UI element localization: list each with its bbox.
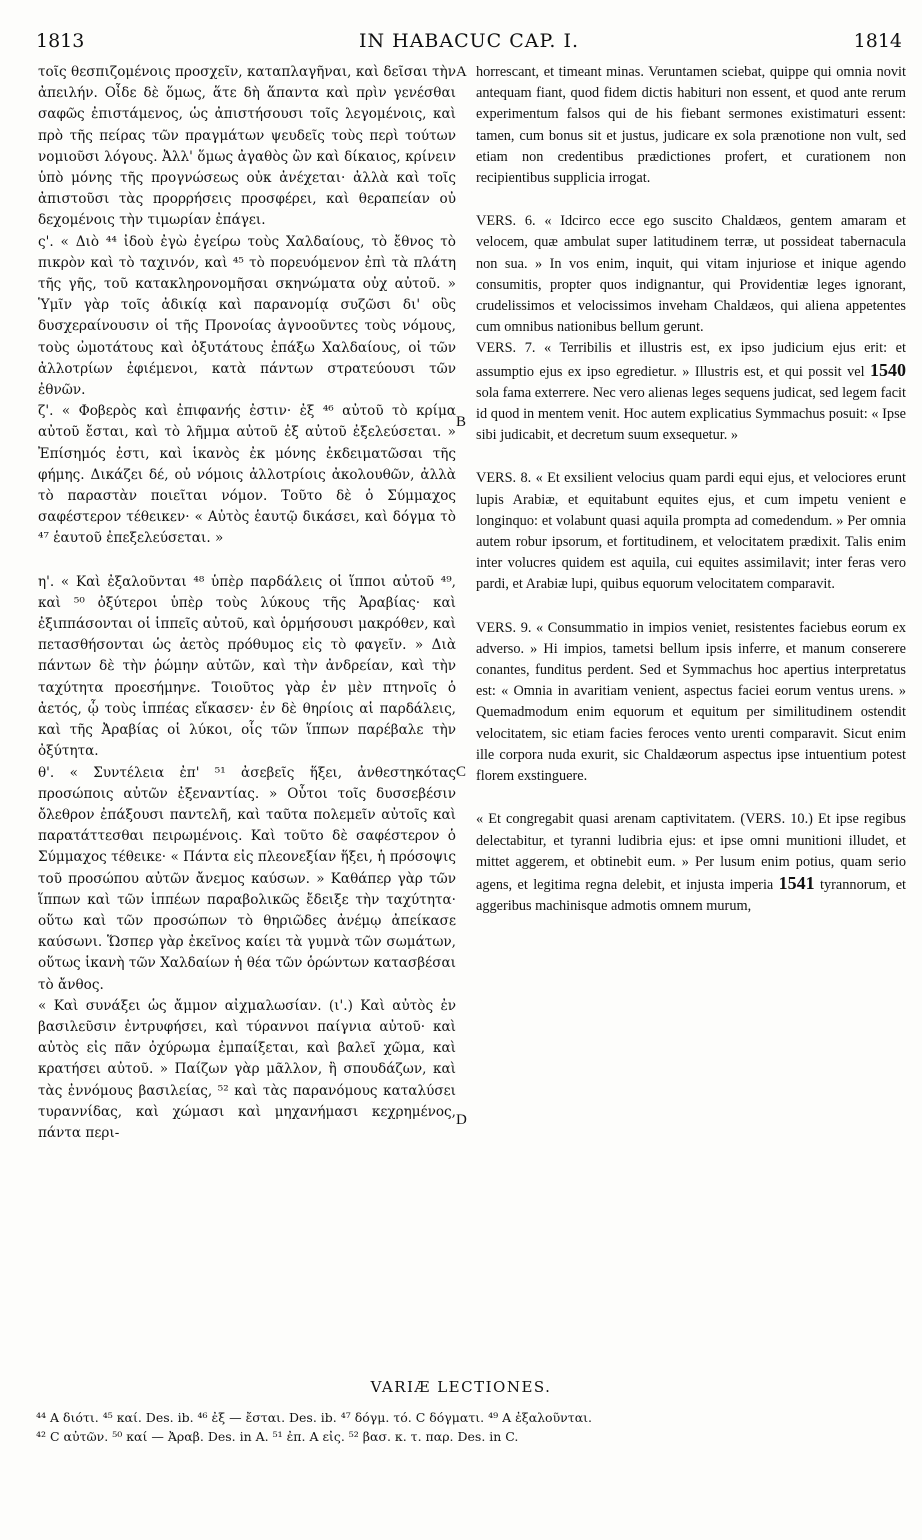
- greek-paragraph: ζ'. « Φοβερὸς καὶ ἐπιφανής ἐστιν· ἐξ ⁴⁶ αὐτοῦ τὸ κρίμα αὐτοῦ ἔσται, καὶ τὸ λῆμμα αὐτοῦ ἐξ αὐτοῦ ἐξελεύσεται. » Ἐπίσημός ἐστι, καὶ ἱκανὸς ἐκ μόνης ἐκδειματῶσαι τῆς φήμης. Δικάζει δέ, οὐ νόμοις ἀλλοτρίοις ἀκολουθῶν, ἀλλὰ τὸ παραστὰν ποιεῖται νόμον. Τοῦτο δὲ ὁ Σύμμαχος σαφέστερον τέθεικεν· « Αὐτὸς ἑαυτῷ δικάσει, καὶ δόγμα τὸ ⁴⁷ ἑαυτοῦ ἐπεξελεύσεται. »: [38, 403, 456, 547]
- variant-line: ⁴² C αὐτῶν. ⁵⁰ καί — Ἀραβ. Des. in A. ⁵¹ ἐπ. A εἰς. ⁵² βασ. κ. τ. παρ. Des. in C.: [36, 1429, 519, 1444]
- column-number-left: 1813: [36, 30, 85, 52]
- latin-paragraph: horrescant, et timeant minas. Veruntamen sciebat, quippe qui omnia novit antequam fiant, quod fidem dictis habituri non essent, et quod ante rerum experimentum falsos qui de his fiebant sermones existimaturi essent: tamen, cum bonus sit et justus, judicare ex sola prænotione non vult, sed etiam non credentibus prædictiones profert, et curationem non recipientibus supplicia irrogat.: [476, 64, 906, 187]
- margin-letter: D: [456, 1112, 467, 1128]
- latin-text: tyrannorum, et aggeribus machinisque admotis omnem murum,: [476, 876, 907, 915]
- column-marker: 1540: [870, 359, 906, 380]
- latin-text: sola fama exterrere. Nec vero alienas leges sequens judicat, sed legem facit id quod in mentem venit. Hoc autem explicatius Symmachus posuit: « Ipse sibi judicabit, et decretum suum exsequetur. »: [476, 384, 906, 444]
- latin-paragraph: VERS. 8. « Et exsilient velocius quam pardi equi ejus, et velociores erunt lupis Arabiæ, et equitabunt equites ejus, et cum impetu venient e longinquo: et volabunt quasi aquila prompta ad comedendum. » Per omnia autem robur ipsorum, et fortitudinem, et velocitatem prædixit. Talis enim inter volucres quidem est aquila, cui equites assimilavit; inter feras vero pardi, et Arabiæ lupi, quibus equorum velocitatem comparavit.: [476, 470, 906, 593]
- variae-lectiones-heading: VARIÆ LECTIONES.: [370, 1378, 552, 1396]
- running-title: IN HABACUC CAP. I.: [358, 30, 580, 52]
- column-marker: 1541: [778, 872, 815, 893]
- greek-column: [38, 62, 456, 1144]
- latin-text: VERS. 7. « Terribilis et illustris est, ex ipso judicium ejus erit: et assumptio ejus ex ipso egredietur. » Illustris est, et qui possit vel: [476, 340, 906, 380]
- margin-letter: A: [456, 64, 467, 80]
- greek-paragraph: η'. « Καὶ ἐξαλοῦνται ⁴⁸ ὑπὲρ παρδάλεις οἱ ἵπποι αὐτοῦ ⁴⁹, καὶ ⁵⁰ ὀξύτεροι ὑπὲρ τοὺς λύκους τῆς Ἀραβίας· καὶ ἐξιππάσονται οἱ ἱππεῖς αὐτοῦ, καὶ ὁρμήσουσι μακρόθεν, καὶ πετασθήσονται ὡς ἀετὸς πρόθυμος εἰς τὸ φαγεῖν. » Διὰ πάντων δὲ τὴν ῥώμην αὐτῶν, καὶ τὴν ἀνδρείαν, καὶ τὴν ταχύτητα προεσήμηνε. Τοιοῦτος γὰρ ἐν μὲν πτηνοῖς ὁ ἀετός, ᾧ τοὺς ἱππέας εἴκασεν· ἐν δὲ θηρίοις αἱ παρδάλεις, καὶ τῆς Ἀραβίας οἱ λύκοι, οἷς τῶν ἵππων παρέβαλε τὴν ὀξύτητα.: [38, 573, 456, 760]
- greek-paragraph: τοῖς θεσπιζομένοις προσχεῖν, καταπλαγῆναι, καὶ δεῖσαι τὴν ἀπειλήν. Οἶδε δὲ ὅμως, ἅτε δὴ ἅπαντα καὶ πρὶν γενέσθαι σαφῶς ἐπιστάμενος, ὡς ἀπιστήσουσι τοῖς λεγομένοις, καὶ πρὸ τῆς πείρας τῶν πραγμάτων ψευδεῖς τοὺς περὶ τούτων νομιοῦσι λόγους. Ἀλλ' ὅμως ἀγαθὸς ὢν καὶ δίκαιος, κρίνειν ὑπὸ μόνης τῆς προγνώσεως οὐκ ἀνέχεται· ἀλλὰ καὶ τοῖς ἀπιστοῦσι τὰς προρρήσεις προσφέρει, καὶ θεραπείαν οὐ δεχομένοις τὴν τιμωρίαν ἐπάγει.: [38, 64, 456, 229]
- variae-lectiones: [36, 1408, 906, 1446]
- latin-paragraph: VERS. 6. « Idcirco ecce ego suscito Chaldæos, gentem amaram et velocem, quæ ambulat super latitudinem terræ, ut possideat tabernacula non sua. » In vos enim, inquit, qui vitam injuriose et inique agendo consumitis, propter quos indignantur, qui Providentiæ leges ignorant, crudelissimos et velocissimos inveham Chaldæos, qui aliena appetentes cum omnibus nationibus bellum gerunt.: [476, 213, 906, 336]
- greek-paragraph: ς'. « Διὸ ⁴⁴ ἰδοὺ ἐγὼ ἐγείρω τοὺς Χαλδαίους, τὸ ἔθνος τὸ πικρὸν καὶ τὸ ταχινόν, καὶ ⁴⁵ τὸ πορευόμενον ἐπὶ τὰ πλάτη τῆς γῆς, τοῦ κατακληρονομῆσαι σκηνώματα οὐχ αὐτοῦ. » Ὑμῖν γὰρ τοῖς ἀδικίᾳ καὶ παρανομίᾳ συζῶσι δι' οὓς δυσχεραίνουσιν οἱ τῆς Προνοίας ἀγνοοῦντες τοὺς νόμους, τοὺς ὠμοτάτους καὶ ὀξυτάτους ἐπάξω Χαλδαίους, οἱ τῶν ἀλλοτρίων ἐφιέμενοι, κατὰ πάντων στρατεύουσι τῶν ἐθνῶν.: [38, 233, 456, 399]
- column-number-right: 1814: [853, 30, 902, 52]
- latin-column: [476, 62, 906, 917]
- variant-line: ⁴⁴ Α διότι. ⁴⁵ καί. Des. ib. ⁴⁶ ἐξ — ἔσται. Des. ib. ⁴⁷ δόγμ. τό. C δόγματι. ⁴⁹ Α ἐξαλοῦνται.: [36, 1410, 593, 1425]
- page-header: [36, 30, 902, 60]
- latin-paragraph: VERS. 9. « Consummatio in impios veniet, resistentes faciebus eorum ex adverso. » Hi impios, tametsi bellum ipsis inferre, et manum conserere conantes, funditus perdent. Sed et Symmachus hoc apertius interpretatus est: « Omnia in avaritiam venient, aspectus faciei eorum ventus urens. » Quemadmodum enim equorum et equitum per similitudinem ostendit velocitatem, sic etiam facies feroces vento urenti comparavit. Sicut enim ille corpora nuda exurit, sic Chaldæorum aspectus ipse intuentium potest florem exstinguere.: [476, 619, 906, 785]
- margin-letter: C: [456, 764, 467, 780]
- latin-text: « Et congregabit quasi arenam captivitatem. (VERS. 10.) Et ipse regibus delectabitur, et tyranni ludibria ejus: et ipse omni munitioni illudet, et mittet aggerem, et obtinebit eum. » Per lusum enim potius, quam serio agens, et legitima regna delebit, et injusta imperia: [476, 811, 906, 893]
- latin-paragraph: [476, 809, 906, 917]
- latin-paragraph: [476, 338, 906, 446]
- greek-paragraph: « Καὶ συνάξει ὡς ἄμμον αἰχμαλωσίαν. (ι'.) Καὶ αὐτὸς ἐν βασιλεῦσιν ἐντρυφήσει, καὶ τύραννοι παίγνια αὐτοῦ· καὶ αὐτὸς εἰς πᾶν ὀχύρωμα ἐμπαίξεται, καὶ βαλεῖ χῶμα, καὶ κρατήσει αὐτοῦ. » Παίζων γὰρ μᾶλλον, ἢ σπουδάζων, καὶ τὰς ἐννόμους βασιλείας, ⁵² καὶ τὰς παρανόμους καταλύσει τυραννίδας, καὶ χώμασι καὶ μηχανήμασι κεχρημένος, πάντα περι-: [38, 997, 456, 1141]
- greek-paragraph: θ'. « Συντέλεια ἐπ' ⁵¹ ἀσεβεῖς ἥξει, ἀνθεστηκότας προσώποις αὐτῶν ἐξεναντίας. » Οὗτοι τοῖς δυσσεβέσιν ὄλεθρον ἐπάξουσι παντελῆ, καὶ ταῦτα πολεμεῖν αὐτοῖς καὶ παρατάττεσθαι πειρωμένοις. Καὶ τοῦτο δὲ σαφέστερον ὁ Σύμμαχος τέθεικε· « Πάντα εἰς πλεονεξίαν ἥξει, ἡ πρόσοψις τοῦ προσώπου αὐτῶν ἄνεμος καύσων. » Καθάπερ γὰρ τῶν ἵππων καὶ τῶν ἱππέων παραβολικῶς ἔδειξε τὴν ταχύτητα· οὕτω καὶ τῶν προσώπων τὸ θηριῶδες ἀνέμῳ ἀπείκασε καύσωνι. Ὥσπερ γὰρ ἐκεῖνος καίει τὰ γυμνὰ τῶν σωμάτων, οὕτως ἱκανὴ τῶν Χαλδαίων ἡ θέα τῶν ὁρώντων κατασβέσαι τὸ ἄνθος.: [38, 764, 456, 993]
- margin-letter: B: [456, 414, 467, 430]
